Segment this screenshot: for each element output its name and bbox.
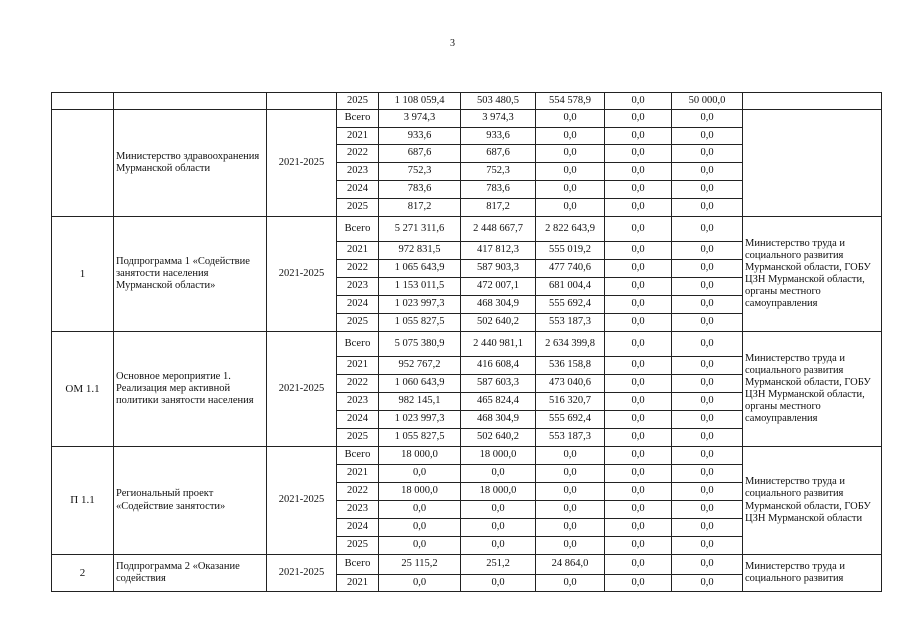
- c3-cell: 0,0: [605, 465, 672, 483]
- total-cell: 1 023 997,3: [379, 411, 461, 429]
- c3-cell: 0,0: [605, 411, 672, 429]
- name-cell: Основное мероприятие 1. Реализация мер активной политики занятости населения: [114, 332, 267, 447]
- table-row: [52, 447, 882, 465]
- c4-cell: 0,0: [672, 145, 743, 163]
- year-cell: 2021: [337, 575, 379, 592]
- c2-cell: 0,0: [536, 483, 605, 501]
- c1-cell: 417 812,3: [461, 242, 536, 260]
- c3-cell: 0,0: [605, 93, 672, 110]
- c1-cell: 3 974,3: [461, 110, 536, 128]
- period-cell: 2021-2025: [267, 447, 337, 555]
- c2-cell: 0,0: [536, 447, 605, 465]
- c4-cell: 0,0: [672, 128, 743, 145]
- year-cell: 2021: [337, 242, 379, 260]
- c1-cell: 0,0: [461, 575, 536, 592]
- name-cell: Подпрограмма 1 «Содействие занятости населения Мурманской области»: [114, 217, 267, 332]
- period-cell: [267, 93, 337, 110]
- year-cell: 2025: [337, 199, 379, 217]
- c4-cell: 0,0: [672, 501, 743, 519]
- executor-cell: Министерство труда и социального развития Мурманской области, ГОБУ ЦЗН Мурманской области, органы местного самоуправления: [743, 332, 882, 447]
- code-cell: 1: [52, 217, 114, 332]
- executor-cell: [743, 110, 882, 217]
- table-row: [52, 555, 882, 575]
- c4-cell: 0,0: [672, 217, 743, 242]
- period-cell: 2021-2025: [267, 555, 337, 592]
- c3-cell: 0,0: [605, 163, 672, 181]
- c4-cell: 0,0: [672, 393, 743, 411]
- c4-cell: 50 000,0: [672, 93, 743, 110]
- c2-cell: 2 634 399,8: [536, 332, 605, 357]
- budget-table: [51, 92, 882, 592]
- c3-cell: 0,0: [605, 242, 672, 260]
- c3-cell: 0,0: [605, 260, 672, 278]
- c2-cell: 0,0: [536, 145, 605, 163]
- c3-cell: 0,0: [605, 429, 672, 447]
- year-cell: 2024: [337, 181, 379, 199]
- c1-cell: 472 007,1: [461, 278, 536, 296]
- year-cell: 2021: [337, 357, 379, 375]
- year-cell: 2024: [337, 411, 379, 429]
- period-cell: 2021-2025: [267, 217, 337, 332]
- c2-cell: 516 320,7: [536, 393, 605, 411]
- table-row: [52, 217, 882, 242]
- c4-cell: 0,0: [672, 278, 743, 296]
- total-cell: 952 767,2: [379, 357, 461, 375]
- c3-cell: 0,0: [605, 447, 672, 465]
- c4-cell: 0,0: [672, 242, 743, 260]
- c3-cell: 0,0: [605, 128, 672, 145]
- year-cell: Всего: [337, 332, 379, 357]
- c3-cell: 0,0: [605, 217, 672, 242]
- c2-cell: 0,0: [536, 181, 605, 199]
- c4-cell: 0,0: [672, 411, 743, 429]
- table-row: [52, 93, 882, 110]
- name-cell: Министерство здравоохранения Мурманской области: [114, 110, 267, 217]
- period-cell: 2021-2025: [267, 332, 337, 447]
- name-cell: [114, 93, 267, 110]
- year-cell: 2025: [337, 429, 379, 447]
- c1-cell: 0,0: [461, 465, 536, 483]
- executor-cell: Министерство труда и социального развития Мурманской области, ГОБУ ЦЗН Мурманской области, органы местного самоуправления: [743, 217, 882, 332]
- c3-cell: 0,0: [605, 314, 672, 332]
- c2-cell: 0,0: [536, 537, 605, 555]
- c1-cell: 503 480,5: [461, 93, 536, 110]
- c4-cell: 0,0: [672, 465, 743, 483]
- c2-cell: 555 019,2: [536, 242, 605, 260]
- total-cell: 5 075 380,9: [379, 332, 461, 357]
- total-cell: 817,2: [379, 199, 461, 217]
- c4-cell: 0,0: [672, 519, 743, 537]
- c3-cell: 0,0: [605, 145, 672, 163]
- c3-cell: 0,0: [605, 375, 672, 393]
- c4-cell: 0,0: [672, 314, 743, 332]
- c1-cell: 18 000,0: [461, 483, 536, 501]
- c1-cell: 817,2: [461, 199, 536, 217]
- c4-cell: 0,0: [672, 163, 743, 181]
- c4-cell: 0,0: [672, 260, 743, 278]
- c3-cell: 0,0: [605, 296, 672, 314]
- total-cell: 982 145,1: [379, 393, 461, 411]
- year-cell: 2022: [337, 483, 379, 501]
- c4-cell: 0,0: [672, 375, 743, 393]
- c4-cell: 0,0: [672, 447, 743, 465]
- c2-cell: 536 158,8: [536, 357, 605, 375]
- year-cell: Всего: [337, 217, 379, 242]
- c3-cell: 0,0: [605, 501, 672, 519]
- c2-cell: 555 692,4: [536, 296, 605, 314]
- c2-cell: 681 004,4: [536, 278, 605, 296]
- code-cell: [52, 110, 114, 217]
- year-cell: Всего: [337, 110, 379, 128]
- c4-cell: 0,0: [672, 110, 743, 128]
- c1-cell: 0,0: [461, 519, 536, 537]
- total-cell: 783,6: [379, 181, 461, 199]
- total-cell: 0,0: [379, 465, 461, 483]
- c1-cell: 587 903,3: [461, 260, 536, 278]
- total-cell: 1 055 827,5: [379, 429, 461, 447]
- total-cell: 752,3: [379, 163, 461, 181]
- name-cell: Подпрограмма 2 «Оказание содействия: [114, 555, 267, 592]
- year-cell: 2025: [337, 314, 379, 332]
- total-cell: 1 153 011,5: [379, 278, 461, 296]
- total-cell: 972 831,5: [379, 242, 461, 260]
- c2-cell: 2 822 643,9: [536, 217, 605, 242]
- total-cell: 687,6: [379, 145, 461, 163]
- c2-cell: 0,0: [536, 199, 605, 217]
- c1-cell: 468 304,9: [461, 296, 536, 314]
- year-cell: 2023: [337, 278, 379, 296]
- executor-cell: Министерство труда и социального развития Мурманской области, ГОБУ ЦЗН Мурманской области: [743, 447, 882, 555]
- c4-cell: 0,0: [672, 483, 743, 501]
- c3-cell: 0,0: [605, 393, 672, 411]
- year-cell: 2024: [337, 296, 379, 314]
- executor-cell: [743, 93, 882, 110]
- c2-cell: 0,0: [536, 575, 605, 592]
- total-cell: 0,0: [379, 519, 461, 537]
- c1-cell: 2 440 981,1: [461, 332, 536, 357]
- c4-cell: 0,0: [672, 332, 743, 357]
- c1-cell: 416 608,4: [461, 357, 536, 375]
- c1-cell: 783,6: [461, 181, 536, 199]
- code-cell: 2: [52, 555, 114, 592]
- code-cell: [52, 93, 114, 110]
- c1-cell: 465 824,4: [461, 393, 536, 411]
- year-cell: 2021: [337, 465, 379, 483]
- year-cell: 2023: [337, 393, 379, 411]
- total-cell: 1 023 997,3: [379, 296, 461, 314]
- total-cell: 0,0: [379, 537, 461, 555]
- year-cell: 2022: [337, 375, 379, 393]
- c3-cell: 0,0: [605, 357, 672, 375]
- c3-cell: 0,0: [605, 537, 672, 555]
- c2-cell: 477 740,6: [536, 260, 605, 278]
- c3-cell: 0,0: [605, 483, 672, 501]
- c4-cell: 0,0: [672, 575, 743, 592]
- c3-cell: 0,0: [605, 332, 672, 357]
- total-cell: 18 000,0: [379, 483, 461, 501]
- c4-cell: 0,0: [672, 429, 743, 447]
- c1-cell: 0,0: [461, 501, 536, 519]
- total-cell: 1 060 643,9: [379, 375, 461, 393]
- c1-cell: 2 448 667,7: [461, 217, 536, 242]
- c3-cell: 0,0: [605, 181, 672, 199]
- c4-cell: 0,0: [672, 181, 743, 199]
- c2-cell: 0,0: [536, 501, 605, 519]
- total-cell: 0,0: [379, 501, 461, 519]
- year-cell: 2021: [337, 128, 379, 145]
- c3-cell: 0,0: [605, 519, 672, 537]
- c1-cell: 502 640,2: [461, 314, 536, 332]
- c3-cell: 0,0: [605, 110, 672, 128]
- total-cell: 3 974,3: [379, 110, 461, 128]
- page-number: 3: [450, 38, 455, 49]
- total-cell: 933,6: [379, 128, 461, 145]
- c1-cell: 18 000,0: [461, 447, 536, 465]
- year-cell: 2023: [337, 501, 379, 519]
- c1-cell: 251,2: [461, 555, 536, 575]
- code-cell: П 1.1: [52, 447, 114, 555]
- total-cell: 1 065 643,9: [379, 260, 461, 278]
- c4-cell: 0,0: [672, 357, 743, 375]
- c2-cell: 555 692,4: [536, 411, 605, 429]
- c2-cell: 0,0: [536, 465, 605, 483]
- year-cell: 2025: [337, 537, 379, 555]
- c1-cell: 587 603,3: [461, 375, 536, 393]
- c3-cell: 0,0: [605, 555, 672, 575]
- c2-cell: 0,0: [536, 128, 605, 145]
- total-cell: 1 055 827,5: [379, 314, 461, 332]
- total-cell: 0,0: [379, 575, 461, 592]
- total-cell: 1 108 059,4: [379, 93, 461, 110]
- c1-cell: 933,6: [461, 128, 536, 145]
- c1-cell: 687,6: [461, 145, 536, 163]
- table-row: [52, 332, 882, 357]
- year-cell: 2023: [337, 163, 379, 181]
- code-cell: ОМ 1.1: [52, 332, 114, 447]
- year-cell: 2022: [337, 260, 379, 278]
- table-row: [52, 110, 882, 128]
- c2-cell: 24 864,0: [536, 555, 605, 575]
- period-cell: 2021-2025: [267, 110, 337, 217]
- c2-cell: 554 578,9: [536, 93, 605, 110]
- year-cell: 2024: [337, 519, 379, 537]
- c1-cell: 468 304,9: [461, 411, 536, 429]
- c3-cell: 0,0: [605, 575, 672, 592]
- c4-cell: 0,0: [672, 296, 743, 314]
- year-cell: 2025: [337, 93, 379, 110]
- c1-cell: 752,3: [461, 163, 536, 181]
- year-cell: 2022: [337, 145, 379, 163]
- total-cell: 25 115,2: [379, 555, 461, 575]
- year-cell: Всего: [337, 447, 379, 465]
- c2-cell: 0,0: [536, 163, 605, 181]
- c2-cell: 0,0: [536, 519, 605, 537]
- year-cell: Всего: [337, 555, 379, 575]
- name-cell: Региональный проект «Содействие занятости»: [114, 447, 267, 555]
- c1-cell: 502 640,2: [461, 429, 536, 447]
- c2-cell: 0,0: [536, 110, 605, 128]
- executor-cell: Министерство труда и социального развития: [743, 555, 882, 592]
- budget-table-body: [52, 93, 882, 592]
- c1-cell: 0,0: [461, 537, 536, 555]
- c3-cell: 0,0: [605, 278, 672, 296]
- c2-cell: 553 187,3: [536, 314, 605, 332]
- c4-cell: 0,0: [672, 555, 743, 575]
- total-cell: 5 271 311,6: [379, 217, 461, 242]
- c4-cell: 0,0: [672, 199, 743, 217]
- c2-cell: 473 040,6: [536, 375, 605, 393]
- c2-cell: 553 187,3: [536, 429, 605, 447]
- total-cell: 18 000,0: [379, 447, 461, 465]
- c3-cell: 0,0: [605, 199, 672, 217]
- c4-cell: 0,0: [672, 537, 743, 555]
